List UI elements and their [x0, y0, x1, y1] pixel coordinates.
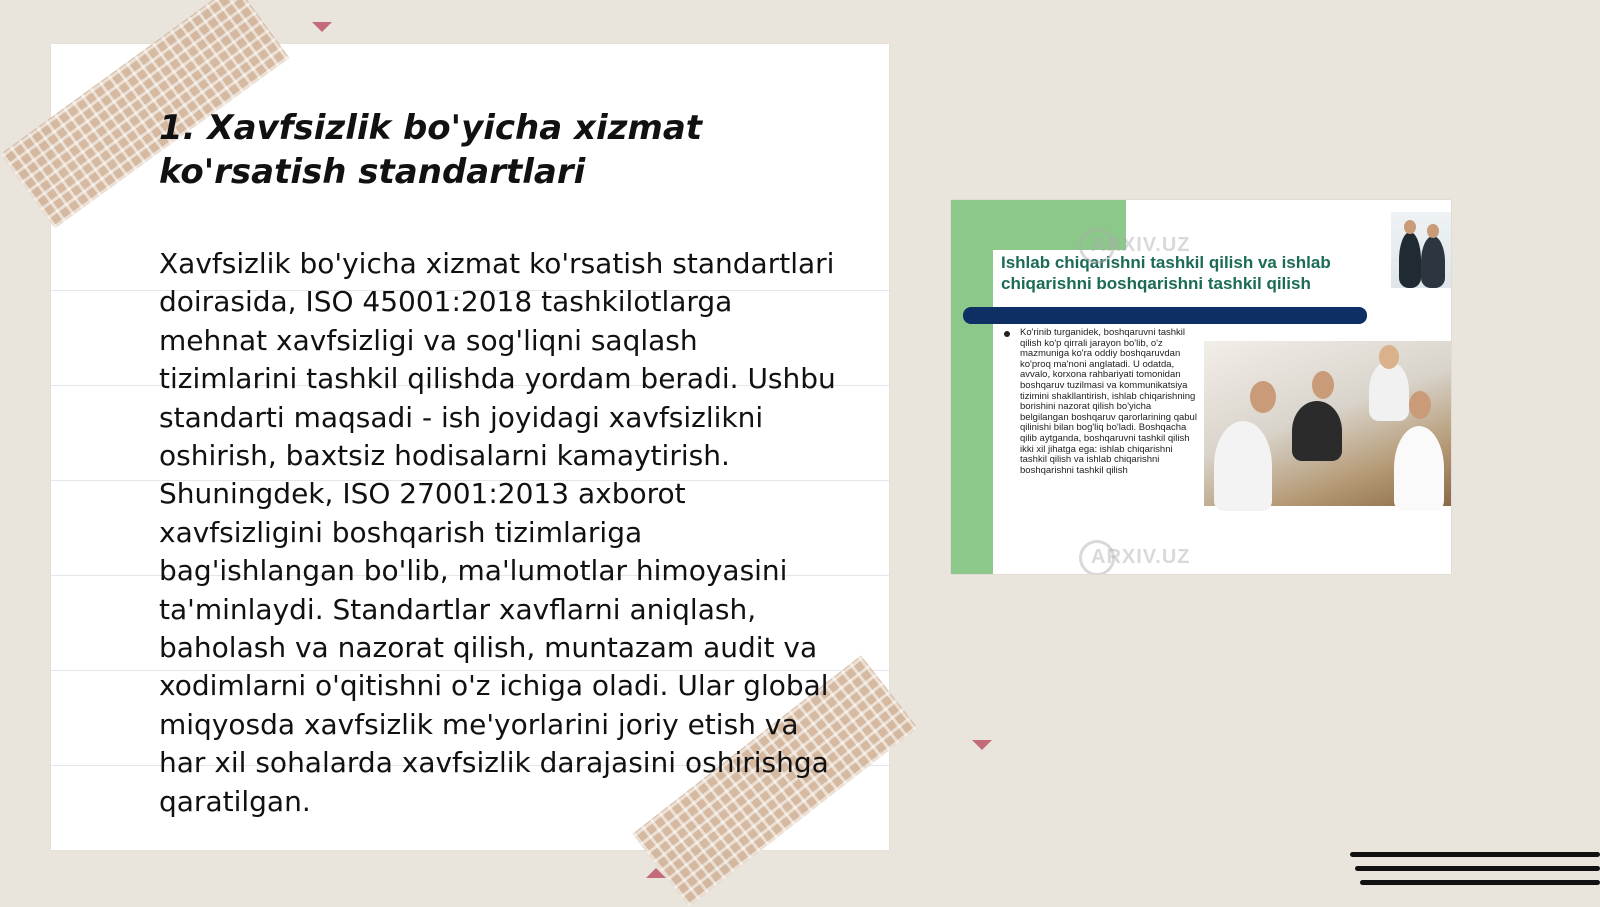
slide-thumbnail	[951, 200, 1451, 574]
brush-stroke	[1350, 852, 1600, 857]
tape-tip	[972, 740, 992, 750]
brush-stroke	[1360, 880, 1600, 885]
page-title: 1. Xavfsizlik bo'yicha xizmat ko'rsatish standartlari	[159, 108, 703, 192]
tape-tip	[646, 868, 666, 878]
watermark-text: ARXIV.UZ	[1091, 234, 1191, 256]
bullet-icon	[1004, 331, 1010, 337]
brush-stroke	[1355, 866, 1600, 871]
watermark-text: ARXIV.UZ	[1091, 546, 1191, 568]
slide-green-strip	[951, 200, 993, 574]
slide-title: Ishlab chiqarishni tashkil qilish va ishlab chiqarishni boshqarishni tashkil qilish	[1001, 253, 1331, 293]
body-paragraph: Xavfsizlik bo'yicha xizmat ko'rsatish standartlari doirasida, ISO 45001:2018 tashkilotlarga mehnat xavfsizligi va sog'liqni saqlash tizimlarini tashkil qilishda yordam beradi. Ushbu standarti maqsadi - ish joyidagi xavfsizlikni oshirish, baxtsiz hodisalarni kamaytirish. Shuningdek, ISO 27001:2013 axborot xavfsizligini boshqarish tizimlariga bag'ishlangan bo'lib, ma'lumotlar himoyasini ta'minlaydi. Standartlar xavflarni aniqlash, baholash va nazorat qilish, muntazam audit va xodimlarni o'qitishni o'z ichiga oladi. Ular global miqyosda xavfsizlik me'yorlarini joriy etish va har xil sohalarda xavfsizlik darajasini oshirishga qaratilgan.	[159, 247, 836, 818]
tape-tip	[312, 22, 332, 32]
slide-divider-bar	[963, 307, 1367, 324]
slide-bullet-text: Ko'rinib turganidek, boshqaruvni tashkil qilish ko'p qirrali jarayon bo'lib, o'z mazmuniga ko'ra oddiy boshqaruvdan ko'proq ma'noni anglatadi. U odatda, avvalo, korxona rahbariyati tomonidan boshqaruv tuzilmasi va kommunikatsiya tizimini shakllantirish, ishlab chiqarishning borishini nazorat qilish bo'yicha belgilangan boshqaruv qarorlarining qabul qilinishi bilan bog'liq bo'ladi. Boshqacha qilib aytganda, boshqaruvni tashkil qilish ikki xil jihatga ega: ishlab chiqarishni tashkil qilish va ishlab chiqarishni boshqarishni tashkil qilish	[1020, 327, 1197, 476]
slide-people-image	[1391, 212, 1451, 288]
slide-meeting-photo	[1204, 341, 1451, 506]
